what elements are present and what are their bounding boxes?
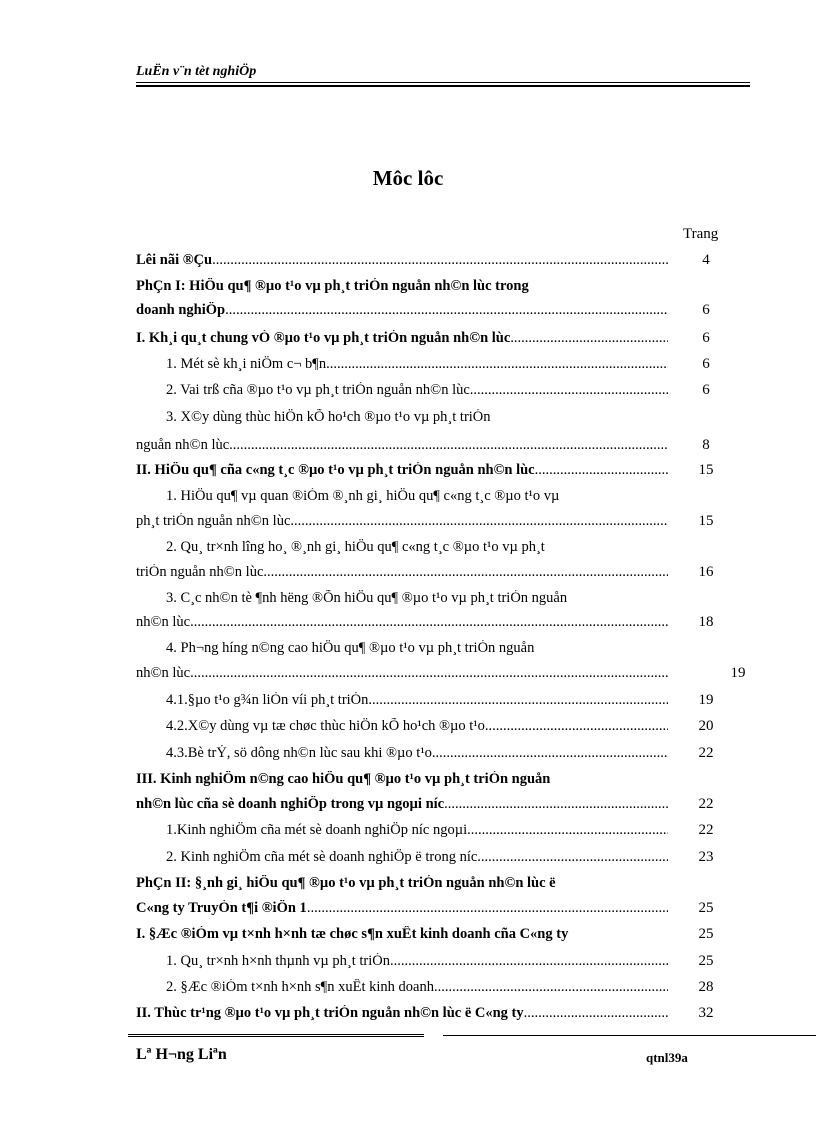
toc-page: 15: [698, 513, 714, 529]
footer-rule-left: [128, 1034, 424, 1037]
toc-entry[interactable]: ph¸t triÓn nguån nh©n lùc .....: [136, 513, 668, 530]
toc-page: 19: [730, 665, 746, 681]
toc-entry[interactable]: nguån nh©n lùc .....: [136, 437, 668, 454]
toc-entry[interactable]: II. Thùc tr¹ng ®µo t¹o vµ ph¸t triÓn nguån nh©n lùc ë C«ng ty .....: [136, 1005, 668, 1022]
toc-page: 19: [698, 692, 714, 708]
toc-page: 22: [698, 822, 714, 838]
toc-page: 6: [702, 356, 710, 372]
toc-entry[interactable]: PhÇn II: §¸nh gi¸ hiÖu qu¶ ®µo t¹o vµ ph¸t triÓn nguån nh©n lùc ë: [136, 875, 556, 891]
toc-entry[interactable]: I. Kh¸i qu¸t chung vÒ ®µo t¹o vµ ph¸t triÓn nguån nh©n lùc .....: [136, 330, 668, 347]
toc-entry[interactable]: 4. Ph¬ng híng n©ng cao hiÖu qu¶ ®µo t¹o vµ ph¸t triÓn nguån: [166, 640, 535, 656]
toc-page: 15: [698, 462, 714, 478]
toc-entry[interactable]: Lêi nãi ®Çu .....: [136, 252, 668, 269]
toc-entry[interactable]: 2. Kinh nghiÖm cña mét sè doanh nghiÖp ë trong níc .....: [166, 849, 668, 866]
toc-entry[interactable]: I. §Æc ®iÓm vµ t×nh h×nh tæ chøc s¶n xuÊt kinh doanh cña C«ng ty: [136, 926, 569, 942]
toc-page: 25: [698, 900, 714, 916]
toc-page: 25: [698, 926, 714, 942]
toc-entry[interactable]: triÓn nguån nh©n lùc .....: [136, 564, 668, 581]
running-header: LuËn v¨n tèt nghiÖp: [136, 64, 257, 79]
toc-entry[interactable]: 1. Qu¸ tr×nh h×nh thµnh vµ ph¸t triÓn .....: [166, 953, 668, 970]
toc-entry[interactable]: III. Kinh nghiÖm n©ng cao hiÖu qu¶ ®µo t¹o vµ ph¸t triÓn nguån: [136, 771, 551, 787]
toc-page: 32: [698, 1005, 714, 1021]
footer-code: qtnl39a: [646, 1050, 688, 1065]
toc-entry[interactable]: 1.Kinh nghiÖm cña mét sè doanh nghiÖp níc ngoµi .....: [166, 822, 668, 839]
footer-author: Lª H¬ng Liªn: [136, 1046, 227, 1063]
toc-entry[interactable]: nh©n lùc .....: [136, 614, 668, 631]
toc-page: 16: [698, 564, 714, 580]
header-rule-bottom: [136, 85, 750, 87]
toc-entry[interactable]: nh©n lùc cña sè doanh nghiÖp trong vµ ngoµi níc .....: [136, 796, 668, 813]
toc-entry[interactable]: 4.2.X©y dùng vµ tæ chøc thùc hiÖn kÕ ho¹ch ®µo t¹o. .....: [166, 718, 668, 735]
toc-entry[interactable]: 1. HiÖu qu¶ vµ quan ®iÓm ®¸nh gi¸ hiÖu qu¶ c«ng t¸c ®µo t¹o vµ: [166, 488, 560, 504]
toc-entry[interactable]: nh©n lùc .....: [136, 665, 668, 682]
toc-page: 22: [698, 796, 714, 812]
toc-page: 6: [702, 330, 710, 346]
page-column-label: Trang: [683, 226, 719, 242]
toc-page: 8: [702, 437, 710, 453]
toc-entry[interactable]: doanh nghiÖp .....: [136, 302, 668, 319]
toc-page: 23: [698, 849, 714, 865]
toc-entry[interactable]: 4.3.Bè trÝ, sö dông nh©n lùc sau khi ®µo t¹o .....: [166, 745, 668, 762]
footer-rule-right: [443, 1035, 816, 1036]
toc-page: 18: [698, 614, 714, 630]
header-rule-top: [136, 82, 750, 83]
toc-entry[interactable]: PhÇn I: HiÖu qu¶ ®µo t¹o vµ ph¸t triÓn nguån nh©n lùc trong: [136, 278, 529, 294]
toc-page: 25: [698, 953, 714, 969]
toc-page: 6: [702, 382, 710, 398]
toc-page: 28: [698, 979, 714, 995]
toc-entry[interactable]: 2. §Æc ®iÓm t×nh h×nh s¶n xuÊt kinh doanh .....: [166, 979, 668, 996]
toc-entry[interactable]: 4.1.§µo t¹o g¾n liÒn víi ph¸t triÓn .....: [166, 692, 668, 709]
toc-entry[interactable]: 2. Vai trß cña ®µo t¹o vµ ph¸t triÓn nguån nh©n lùc .....: [166, 382, 668, 399]
toc-entry[interactable]: 1. Mét sè kh¸i niÖm c¬ b¶n .....: [166, 356, 668, 373]
toc-entry[interactable]: 3. C¸c nh©n tè ¶nh hëng ®Õn hiÖu qu¶ ®µo t¹o vµ ph¸t triÓn nguån: [166, 590, 568, 606]
toc-entry[interactable]: C«ng ty TruyÒn t¶i ®iÖn 1 .....: [136, 900, 668, 917]
toc-page: 22: [698, 745, 714, 761]
toc-entry[interactable]: 3. X©y dùng thùc hiÖn kÕ ho¹ch ®µo t¹o vµ ph¸t triÓn: [166, 409, 491, 425]
toc-entry[interactable]: 2. Qu¸ tr×nh lîng ho¸ ®¸nh gi¸ hiÖu qu¶ c«ng t¸c ®µo t¹o vµ ph¸t: [166, 539, 545, 555]
toc-page: 6: [702, 302, 710, 318]
page-title: Môc lôc: [372, 166, 444, 190]
toc-page: 20: [698, 718, 714, 734]
toc-page: 4: [702, 252, 710, 268]
toc-entry[interactable]: II. HiÖu qu¶ cña c«ng t¸c ®µo t¹o vµ ph¸t triÓn nguån nh©n lùc .....: [136, 462, 668, 479]
